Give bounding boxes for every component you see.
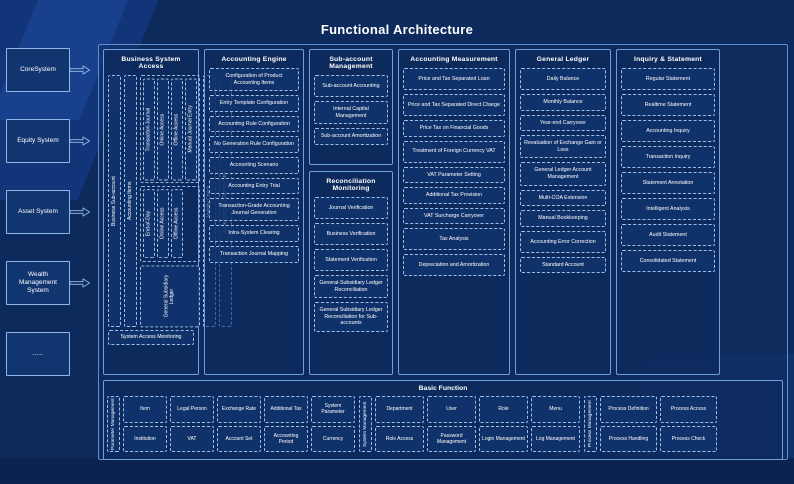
chip-sub-account-accounting[interactable]: Sub-account Accounting [314, 75, 388, 97]
chip-internal-capital-management[interactable]: Internal Capital Management [314, 101, 388, 124]
chip-no-generation-rule-configuration[interactable]: No Generation Rule Configuration [209, 136, 299, 153]
chip-gsl-reconciliation-sub-accounts[interactable]: General Subsidiary Ledger Reconciliation for Sub-accounts [314, 302, 388, 332]
chip-tax-analysis[interactable]: Tax Analysis [403, 228, 505, 250]
chip-accounting-entry-trial[interactable]: Accounting Entry Trial [209, 178, 299, 195]
sidebar-item-core-system[interactable] [6, 48, 70, 92]
chip-journal-verification[interactable]: Journal Verification [314, 197, 388, 219]
page-title: Functional Architecture [320, 22, 474, 37]
chip-monthly-balance[interactable]: Monthly Balance [520, 94, 606, 111]
chip-daily-balance[interactable]: Daily Balance [520, 68, 606, 90]
sidebar-item-more-systems[interactable] [6, 332, 70, 376]
group-process-management [584, 396, 717, 452]
chip-online-access[interactable]: Online Access [157, 78, 169, 180]
column-accounting-measurement [398, 49, 510, 375]
panel-title: Basic Function [418, 385, 468, 392]
chip-item[interactable]: Item [123, 396, 167, 423]
chip-intra-system-clearing[interactable]: Intra-System Clearing [209, 225, 299, 242]
chip-eod-offline-access[interactable]: Offline Access [171, 189, 183, 258]
chip-manual-journal-entry[interactable]: Manual Journal Entry [185, 78, 197, 180]
sys-label: CoreSystem [20, 65, 56, 73]
chip-year-end-carryover[interactable]: Year-end Carryover [520, 115, 606, 132]
panel-reconciliation-monitoring [309, 171, 393, 375]
chip-offline-access[interactable]: Offline Access [171, 78, 183, 180]
chip-sub-account-amortization[interactable]: Sub-account Amortization [314, 128, 388, 145]
column-general-ledger [515, 49, 611, 375]
chip-additional-tax[interactable]: Additional Tax [264, 396, 308, 423]
group-label-process-management: Process Management [584, 396, 597, 452]
column-accounting-engine [204, 49, 304, 375]
chip-role[interactable]: Role [479, 396, 528, 423]
chip-accounting-period[interactable]: Accounting Period [264, 426, 308, 453]
sys-label: Equity System [17, 136, 59, 144]
chip-process-access[interactable]: Process Access [660, 396, 717, 423]
chip-account-set[interactable]: Account Set [217, 426, 261, 453]
group-label-transaction-journal: Transaction Journal [143, 78, 155, 180]
arrow-right-icon [70, 208, 90, 217]
chip-realtime-statement[interactable]: Realtime Statement [621, 94, 715, 116]
sys-label: Wealth Management System [19, 270, 57, 295]
panel-inquiry-statement [616, 49, 720, 375]
chip-standard-account[interactable]: Standard Account [520, 257, 606, 274]
panel-title: Inquiry & Statement [633, 56, 702, 63]
arrow-right-icon [70, 66, 90, 75]
chip-user[interactable]: User [427, 396, 476, 423]
group-parameter-management [107, 396, 355, 452]
sidebar-item-asset-system[interactable] [6, 190, 70, 234]
sidebar-item-equity-system[interactable] [6, 119, 70, 163]
chip-regular-statement[interactable]: Regular Statement [621, 68, 715, 90]
chip-vat-surcharge-carryover[interactable]: VAT Surcharge Carryover [403, 208, 505, 225]
chip-accounting-rule-configuration[interactable]: Accounting Rule Configuration [209, 116, 299, 133]
chip-accounting-error-correction[interactable]: Accounting Error Correction [520, 231, 606, 253]
chip-statement-annotation[interactable]: Statement Annotation [621, 172, 715, 194]
chip-price-tax-separated-direct-charge[interactable]: Price and Tax Separated Direct Charge [403, 94, 505, 116]
chip-process-check[interactable]: Process Check [660, 426, 717, 453]
panel-title: General Ledger [536, 56, 590, 63]
chip-login-management[interactable]: Login Management [479, 426, 528, 453]
chip-process-definition[interactable]: Process Definition [600, 396, 657, 423]
chip-business-verification[interactable]: Business Verification [314, 223, 388, 245]
chip-institution[interactable]: Institution [123, 426, 167, 453]
chip-consolidated-statement[interactable]: Consolidated Statement [621, 250, 715, 272]
chip-process-handling[interactable]: Process Handling [600, 426, 657, 453]
chip-revaluation-exchange-gain-loss[interactable]: Revaluation of Exchange Gain or Loss [520, 135, 606, 158]
chip-legal-person[interactable]: Legal Person [170, 396, 214, 423]
column-business-system-access [103, 49, 199, 375]
source-systems-column [6, 48, 94, 403]
panel-title: Sub-account Management [329, 56, 373, 70]
sidebar-item-wealth-management-system[interactable] [6, 261, 70, 305]
chip-depreciation-and-amortization[interactable]: Depreciation and Amortization [403, 254, 505, 276]
chip-general-subsidiary-ledger-reconciliation[interactable]: General-Subsidiary Ledger Reconciliation [314, 275, 388, 298]
chip-accounting-inquiry[interactable]: Accounting Inquiry [621, 120, 715, 142]
column-inquiry-statement [616, 49, 720, 375]
chip-exchange-rate[interactable]: Exchange Rate [217, 396, 261, 423]
chip-intelligent-analysis[interactable]: Intelligent Analysis [621, 198, 715, 220]
chip-product-accounting-items[interactable]: Configuration of Product Accounting Items [209, 68, 299, 91]
panel-title: Accounting Measurement [410, 56, 498, 63]
chip-system-access-monitoring[interactable]: System Access Monitoring [108, 330, 194, 345]
chip-log-management[interactable]: Log Management [531, 426, 580, 453]
chip-vat[interactable]: VAT [170, 426, 214, 453]
chip-transaction-grade-accounting-journal-generation[interactable]: Transaction-Grade Accounting Journal Generation [209, 198, 299, 221]
chip-accounting-scenario[interactable]: Accounting Scenario [209, 157, 299, 174]
functional-columns [103, 49, 783, 375]
chip-currency[interactable]: Currency [311, 426, 355, 453]
panel-accounting-measurement [398, 49, 510, 375]
group-end-of-day [140, 186, 200, 261]
panel-general-ledger [515, 49, 611, 375]
chip-eod-online-access[interactable]: Online Access [157, 189, 169, 258]
label-accounting-items: Accounting Items [124, 75, 137, 327]
sys-label: ...... [32, 349, 44, 357]
group-label-end-of-day: End-of-Day [143, 189, 155, 258]
chip-general-ledger-account-management[interactable]: General Ledger Account Management [520, 162, 606, 185]
sys-label: Asset System [18, 207, 58, 215]
chip-entry-template-configuration[interactable]: Entry Template Configuration [209, 95, 299, 112]
chip-price-tax-financial-goods[interactable]: Price Tax on Financial Goods [403, 120, 505, 137]
chip-multi-coa-extension[interactable]: Multi-COA Extension [520, 190, 606, 207]
label-general-subsidiary-ledger: General Subsidiary Ledger [140, 265, 200, 327]
chip-vat-parameter-setting[interactable]: VAT Parameter Setting [403, 167, 505, 184]
arrow-right-icon [70, 137, 90, 146]
arrow-right-icon [70, 279, 90, 288]
chip-transaction-journal-mapping[interactable]: Transaction Journal Mapping [209, 246, 299, 263]
panel-business-system-access [103, 49, 199, 375]
chip-additional-tax-provision[interactable]: Additional Tax Provision [403, 187, 505, 204]
panel-sub-account-management [309, 49, 393, 165]
group-system-management [359, 396, 580, 452]
chip-foreign-currency-vat[interactable]: Treatment of Foreign Currency VAT [403, 141, 505, 163]
panel-title: Accounting Engine [221, 56, 287, 63]
column-sub-account-and-reconciliation [309, 49, 393, 375]
chip-price-tax-separated-loan[interactable]: Price and Tax Separated Loan [403, 68, 505, 90]
panel-title: Reconciliation Monitoring [326, 178, 376, 192]
chip-role-access[interactable]: Role Access [375, 426, 424, 453]
chip-audit-statement[interactable]: Audit Statement [621, 224, 715, 246]
panel-accounting-engine [204, 49, 304, 375]
group-label-parameter-management: Parameter Management [107, 396, 120, 452]
label-business-sub-account: Business Sub-account [108, 75, 121, 327]
group-label-system-management: System Management [359, 396, 372, 452]
chip-department[interactable]: Department [375, 396, 424, 423]
panel-title: Business System Access [121, 56, 181, 70]
chip-manual-bookkeeping[interactable]: Manual Bookkeeping [520, 210, 606, 227]
architecture-frame [98, 44, 788, 460]
group-transaction-journal [140, 75, 200, 183]
chip-password-management[interactable]: Password Management [427, 426, 476, 453]
chip-system-parameter[interactable]: System Parameter [311, 396, 355, 423]
chip-statement-verification[interactable]: Statement Verification [314, 249, 388, 271]
chip-menu[interactable]: Menu [531, 396, 580, 423]
panel-basic-function [103, 380, 783, 460]
chip-transaction-inquiry[interactable]: Transaction Inquiry [621, 146, 715, 168]
